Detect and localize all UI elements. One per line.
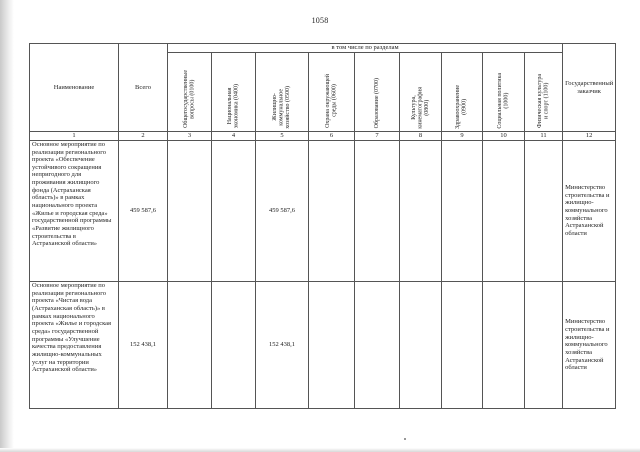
column-number: 10 [483,132,525,141]
section-label: Национальная экономика (0400) [226,84,240,129]
column-number: 7 [355,132,400,141]
header-section-0800 [400,53,442,132]
section-label: Общегосударственные вопросы (0100) [182,70,196,129]
scan-edge-shadow [0,0,14,452]
column-number: 4 [212,132,256,141]
column-number: 2 [119,132,168,141]
row-section-value [168,282,212,409]
header-section-0900 [442,53,483,132]
row-section-value [525,140,563,281]
section-label: Социальная политика (1000) [496,72,510,129]
row-section-value [212,282,256,409]
header-section-0400 [212,53,256,132]
row-section-value [483,140,525,281]
section-label: Образование (0700) [373,77,380,129]
row-section-value [355,140,400,281]
row-section-value: 459 587,6 [256,140,309,281]
column-number-row [30,132,616,141]
page-number: 1058 [311,16,329,25]
row-section-value [483,282,525,409]
header-section-1000 [483,53,525,132]
column-number: 3 [168,132,212,141]
column-number: 11 [525,132,563,141]
header-section-0700 [355,53,400,132]
row-customer: Министерство строительства и жилищно-коммунального хозяйства Астраханской области [563,282,616,409]
column-number: 8 [400,132,442,141]
table-row [30,140,616,281]
header-total: Всего [119,44,168,132]
row-section-value [525,282,563,409]
budget-table [29,43,616,409]
column-number: 6 [309,132,355,141]
row-section-value [400,140,442,281]
row-section-value: 152 438,1 [256,282,309,409]
row-section-value [355,282,400,409]
header-row-group [30,44,616,53]
header-customer: Государственный заказчик [563,44,616,132]
column-number: 12 [563,132,616,141]
column-number: 1 [30,132,119,141]
row-name: Основное мероприятие по реализации регионального проекта «Обеспечение устойчивого сокращения непригодного для проживания жилищного фонда (Астраханская область)» в рамках национального проекта «Жилье и городская среда» государственной программы «Развитие жилищного строительства в Астраханской области» [30,140,119,281]
column-number: 5 [256,132,309,141]
row-customer: Министерство строительства и жилищно-коммунального хозяйства Астраханской области [563,140,616,281]
row-section-value [442,282,483,409]
section-label: Жилищно- коммунальное хозяйство (0500) [272,85,292,129]
section-label: Здравоохранение (0900) [455,84,468,129]
section-label: Физическая культура и спорт (1100) [536,74,550,129]
row-name: Основное мероприятие по реализации регионального проекта «Чистая вода (Астраханская область)» в рамках национального проекта «Жилье и городская среда» государственной программы «Улучшение качества предоставления жилищно-коммунальных услуг на территории Астраханской области» [30,282,119,409]
row-section-value [212,140,256,281]
row-total: 152 438,1 [119,282,168,409]
header-section-group: в том числе по разделам [168,44,563,53]
header-name: Наименование [30,44,119,132]
header-section-1100 [525,53,563,132]
row-section-value [309,282,355,409]
row-total: 459 587,6 [119,140,168,281]
scan-bottom-shadow [0,448,640,452]
row-section-value [400,282,442,409]
header-section-0600 [309,53,355,132]
scan-speck [404,438,406,440]
header-section-0500 [256,53,309,132]
row-section-value [168,140,212,281]
row-section-value [309,140,355,281]
column-number: 9 [442,132,483,141]
section-label: Культура, кинематография (0800) [410,86,430,129]
header-section-0100 [168,53,212,132]
table-row [30,282,616,409]
row-section-value [442,140,483,281]
section-label: Охрана окружающей среды (0600) [324,74,338,129]
